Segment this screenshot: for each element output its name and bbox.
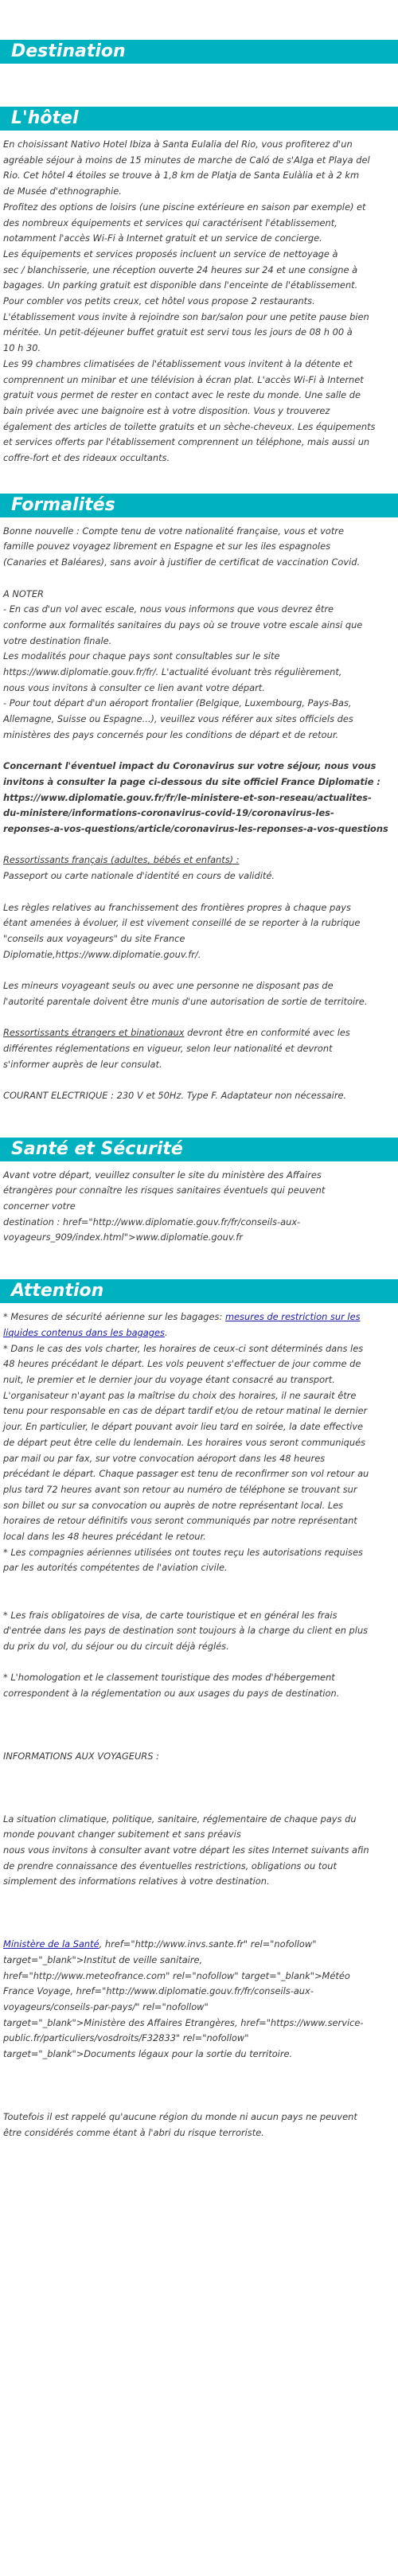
sites-text-line: target="_blank">Ministère des Affaires Etrangères, href="https://www.service- xyxy=(3,2016,364,2028)
ressortissants-francais-heading: Ressortissants français (adultes, bébés et enfants) : xyxy=(3,854,240,866)
formalites-text-line: Bonne nouvelle : Compte tenu de votre nationalité française, vous et votre xyxy=(3,525,344,537)
situation-text-line: La situation climatique, politique, sanitaire, réglementaire de chaque pays du xyxy=(3,1813,357,1825)
situation-text-line: monde pouvant changer subitement et sans préavis xyxy=(3,1829,241,1840)
frontieres-text-line: "conseils aux voyageurs" du site France xyxy=(3,932,185,944)
frais-text-line: * Les frais obligatoires de visa, de carte touristique et en général les frais xyxy=(3,1609,338,1621)
attention-text-line: par les autorités compétentes de l'aviation civile. xyxy=(3,1562,228,1574)
spacer xyxy=(0,131,398,137)
hotel-text-line: Profitez des options de loisirs (une piscine extérieure en saison par exemple) et xyxy=(3,201,366,213)
liquids-restriction-link[interactable]: mesures de restriction sur les xyxy=(224,1311,361,1323)
ministere-sante-link[interactable]: Ministère de la Santé xyxy=(3,1938,100,1950)
attention-text-line: nuit, le premier et le dernier jour du voyage étant consacré au transport. xyxy=(3,1374,335,1385)
hotel-text-line: des nombreux équipements et services qui caractérisent l'établissement, xyxy=(3,217,338,228)
mineurs-text-line: Les mineurs voyageant seuls ou avec une personne ne disposant pas de xyxy=(3,980,334,992)
attention-text-line: tenu pour responsable en cas de départ tardif et/ou de retour matinal le dernier xyxy=(3,1405,368,1417)
frais-text-line: d'entrée dans les pays de destination sont toujours à la charge du client en plus xyxy=(3,1625,369,1637)
attention-heading: Attention xyxy=(0,1279,398,1303)
liquids-restriction-link-cont[interactable]: liquides contenus dans les bagages xyxy=(3,1326,165,1338)
etrangers-text-line: différentes réglementations en vigueur, selon leur nationalité et devront xyxy=(3,1042,333,1054)
hotel-text-line: également des articles de toilette gratuits et un sèche-cheveux. Les équipements xyxy=(3,420,376,432)
attention-text-line: * Dans le cas des vols charter, les horaires de ceux-ci sont déterminés dans les xyxy=(3,1342,364,1354)
hotel-text-line: L'établissement vous invite à rejoindre son bar/salon pour une petite pause bien xyxy=(3,310,369,322)
formalites-note-line: - En cas d'un vol avec escale, nous vous informons que vous devrez être xyxy=(3,603,334,615)
situation-text-line: nous vous invitons à consulter avant votre départ les sites Internet suivants afin xyxy=(3,1844,369,1856)
hotel-text-line: Les 99 chambres climatisées de l'établissement vous invitent à la détente et xyxy=(3,357,353,369)
hotel-text-line: comprennent un minibar et une télévision à écran plat. L'accès Wi-Fi à Internet xyxy=(3,373,364,385)
coronavirus-notice-line: Concernant l'éventuel impact du Coronavirus sur votre séjour, nous vous xyxy=(3,760,377,772)
formalites-heading: Formalités xyxy=(0,494,398,517)
situation-text-line: simplement des informations relatives à votre destination. xyxy=(3,1875,270,1887)
hotel-text-line: notamment l'accès Wi-Fi à Internet gratuit et un service de concierge. xyxy=(3,232,322,244)
formalites-note-line: A NOTER xyxy=(3,587,44,599)
sites-text-line: href="http://www.meteofrance.com" rel="nofollow" target="_blank">Météo xyxy=(3,1969,350,1981)
attention-text-line: * Les compagnies aériennes utilisées ont toutes reçu les autorisations requises xyxy=(3,1546,363,1558)
etrangers-text-line: s'informer auprès de leur consulat. xyxy=(3,1058,162,1070)
hotel-text-line: 10 h 30. xyxy=(3,342,41,354)
formalites-note-line: votre destination finale. xyxy=(3,634,112,646)
spacer xyxy=(0,517,398,524)
frais-text-line: du prix du vol, du séjour ou du circuit déjà réglés. xyxy=(3,1640,229,1652)
formalites-text-line: (Canaries et Baléares), sans avoir à justifier de certificat de vaccination Covid. xyxy=(3,556,361,568)
hotel-text-line: et services offerts par l'établissement comprennent un téléphone, mais aussi un xyxy=(3,436,370,448)
attention-text-line: précédant le départ. Chaque passager est tenu de reconfirmer son vol retour au xyxy=(3,1468,369,1480)
hotel-text-line: Pour combler vos petits creux, cet hôtel vous propose 2 restaurants. xyxy=(3,295,315,307)
sante-heading: Santé et Sécurité xyxy=(0,1138,398,1161)
attention-text-line: horaires de retour définitifs vous seront communiqués par notre représentant xyxy=(3,1515,357,1527)
sites-text-line: target="_blank">Institut de veille sanitaire, xyxy=(3,1953,203,1965)
hotel-text-line: de Musée d'ethnographie. xyxy=(3,185,122,197)
frontieres-text-line: Les règles relatives au franchissement des frontières propres à chaque pays xyxy=(3,901,351,913)
hotel-text-line: En choisissant Nativo Hotel Ibiza à Santa Eulalia del Rio, vous profiterez d'un xyxy=(3,139,353,150)
hotel-text-line: méritée. Un petit-déjeuner buffet gratuit est servi tous les jours de 08 h 00 à xyxy=(3,326,353,338)
formalites-note-line: Allemagne, Suisse ou Espagne...), veuillez vous référer aux sites officiels des xyxy=(3,713,353,725)
attention-text-line: de départ peut être celle du lendemain. Les horaires vous seront communiqués xyxy=(3,1436,366,1448)
attention-text-line: local dans les 48 heures précédant le retour. xyxy=(3,1531,206,1543)
hotel-text-line: bagages. Un parking gratuit est disponible dans l'enceinte de l'établissement. xyxy=(3,279,358,291)
spacer xyxy=(0,1303,398,1309)
baggage-measures-prefix: * Mesures de sécurité aérienne sur les bagages: xyxy=(3,1311,225,1323)
destination-heading: Destination xyxy=(0,40,398,64)
homologation-text-line: * L'homologation et le classement touristique des modes d'hébergement xyxy=(3,1672,335,1684)
hotel-text-line: gratuit vous permet de rester en contact avec le reste du monde. Une salle de xyxy=(3,389,361,401)
formalites-note-line: - Pour tout départ d'un aéroport frontalier (Belgique, Luxembourg, Pays-Bas, xyxy=(3,697,352,709)
sante-text-line: Avant votre départ, veuillez consulter le site du ministère des Affaires xyxy=(3,1169,322,1181)
sante-text-line: étrangères pour connaître les risques sanitaires éventuels qui peuvent xyxy=(3,1185,326,1196)
frontieres-text-line: Diplomatie,https://www.diplomatie.gouv.fr/. xyxy=(3,948,201,960)
hotel-text-line: agréable séjour à moins de 15 minutes de marche de Caló de s'Alga et Playa del xyxy=(3,154,370,166)
attention-text-line: jour. En particulier, le départ pouvant avoir lieu tard en soirée, la date effective xyxy=(3,1421,364,1433)
hotel-text-line: Les équipements et services proposés incluent un service de nettoyage à xyxy=(3,248,338,260)
situation-text-line: de prendre connaissance des éventuelles restrictions, obligations ou tout xyxy=(3,1860,337,1872)
formalites-note-line: https://www.diplomatie.gouv.fr/fr/. L'actualité évoluant très régulièrement, xyxy=(3,666,342,678)
period: . xyxy=(164,1326,168,1338)
homologation-text-line: correspondent à la réglementation ou aux usages du pays de destination. xyxy=(3,1688,340,1700)
passport-line: Passeport ou carte nationale d'identité en cours de validité. xyxy=(3,870,275,882)
ministere-sante-rest: , href="http://www.invs.sante.fr" rel="nofollow" xyxy=(99,1938,317,1950)
frontieres-text-line: étant amenées à évoluer, il est vivement conseillé de se reporter à la rubrique xyxy=(3,917,361,929)
sites-text-line: target="_blank">Documents légaux pour la sortie du territoire. xyxy=(3,2048,293,2060)
formalites-note-line: nous vous invitons à consulter ce lien avant votre départ. xyxy=(3,681,265,693)
ressortissants-etrangers-text: devront être en conformité avec les xyxy=(184,1027,350,1039)
mineurs-text-line: l'autorité parentale doivent être munis d'une autorisation de sortie de territoire. xyxy=(3,995,368,1007)
terrorisme-text-line: Toutefois il est rappelé qu'aucune région du monde ni aucun pays ne peuvent xyxy=(3,2110,357,2122)
hotel-text-line: sec / blanchisserie, une réception ouverte 24 heures sur 24 et une consigne à xyxy=(3,263,358,275)
formalites-note-line: ministères des pays concernés pour les conditions de départ et de retour. xyxy=(3,728,339,740)
sites-text-line: public.fr/particuliers/vosdroits/F32833" rel="nofollow" xyxy=(3,2032,249,2044)
hotel-description xyxy=(0,137,398,466)
formalites-note-line: conforme aux formalités sanitaires du pays où se trouve votre escale ainsi que xyxy=(3,619,363,630)
sante-text-line: destination : href="http://www.diplomatie.gouv.fr/fr/conseils-aux- xyxy=(3,1216,301,1228)
spacer xyxy=(0,1246,398,1279)
attention-text-line: par mail ou par fax, sur votre convocation aéroport dans les 48 heures xyxy=(3,1452,326,1464)
formalites-text-line: famille pouvez voyagez librement en Espagne et sur les iles espagnoles xyxy=(3,541,331,552)
coronavirus-notice-line: https://www.diplomatie.gouv.fr/fr/le-ministere-et-son-reseau/actualites- xyxy=(3,791,372,803)
formalites-note-line: Les modalités pour chaque pays sont consultables sur le site xyxy=(3,650,280,662)
sante-text-line: voyageurs_909/index.html">www.diplomatie.gouv.fr xyxy=(3,1231,243,1243)
courant-electrique: COURANT ELECTRIQUE : 230 V et 50Hz. Type F. Adaptateur non nécessaire. xyxy=(3,1089,347,1101)
sante-text-line: concerner votre xyxy=(3,1200,76,1212)
attention-content xyxy=(0,1309,398,2141)
spacer xyxy=(0,64,398,107)
hotel-text-line: Rio. Cet hôtel 4 étoiles se trouve à 1,8 km de Platja de Santa Eulàlia et à 2 km xyxy=(3,170,360,181)
attention-text-line: 48 heures précédant le départ. Les vols peuvent s'effectuer de jour comme de xyxy=(3,1358,361,1370)
hotel-heading: L'hôtel xyxy=(0,107,398,131)
spacer xyxy=(0,466,398,494)
coronavirus-notice-line: reponses-a-vos-questions/article/coronavirus-les-reponses-a-vos-questions xyxy=(3,823,388,835)
hotel-text-line: coffre-fort et des rideaux occultants. xyxy=(3,452,170,464)
spacer xyxy=(0,1104,398,1138)
ressortissants-etrangers-heading: Ressortissants étrangers et binationaux xyxy=(3,1027,185,1039)
informations-voyageurs: INFORMATIONS AUX VOYAGEURS : xyxy=(3,1750,159,1762)
top-spacer xyxy=(0,0,398,40)
attention-text-line: plus tard 72 heures avant son retour au numéro de téléphone se trouvant sur xyxy=(3,1483,357,1495)
coronavirus-notice-line: du-ministere/informations-coronavirus-covid-19/coronavirus-les- xyxy=(3,807,334,819)
attention-text-line: son billet ou sur sa convocation ou auprès de notre représentant local. Les xyxy=(3,1499,344,1511)
coronavirus-notice-line: invitons à consulter la page ci-dessous du site officiel France Diplomatie : xyxy=(3,775,380,787)
attention-text-line: L'organisateur n'ayant pas la maîtrise du choix des horaires, il ne saurait être xyxy=(3,1389,357,1401)
sites-text-line: voyageurs/conseils-par-pays/" rel="nofollow" xyxy=(3,2000,209,2012)
formalites-content xyxy=(0,524,398,1104)
terrorisme-text-line: être considérés comme étant à l'abri du risque terroriste. xyxy=(3,2126,264,2138)
sante-content xyxy=(0,1168,398,1247)
spacer xyxy=(0,1161,398,1168)
hotel-text-line: bain privée avec une baignoire est à votre disposition. Vous y trouverez xyxy=(3,404,330,416)
sites-text-line: France Voyage, href="http://www.diplomatie.gouv.fr/fr/conseils-aux- xyxy=(3,1985,314,1997)
